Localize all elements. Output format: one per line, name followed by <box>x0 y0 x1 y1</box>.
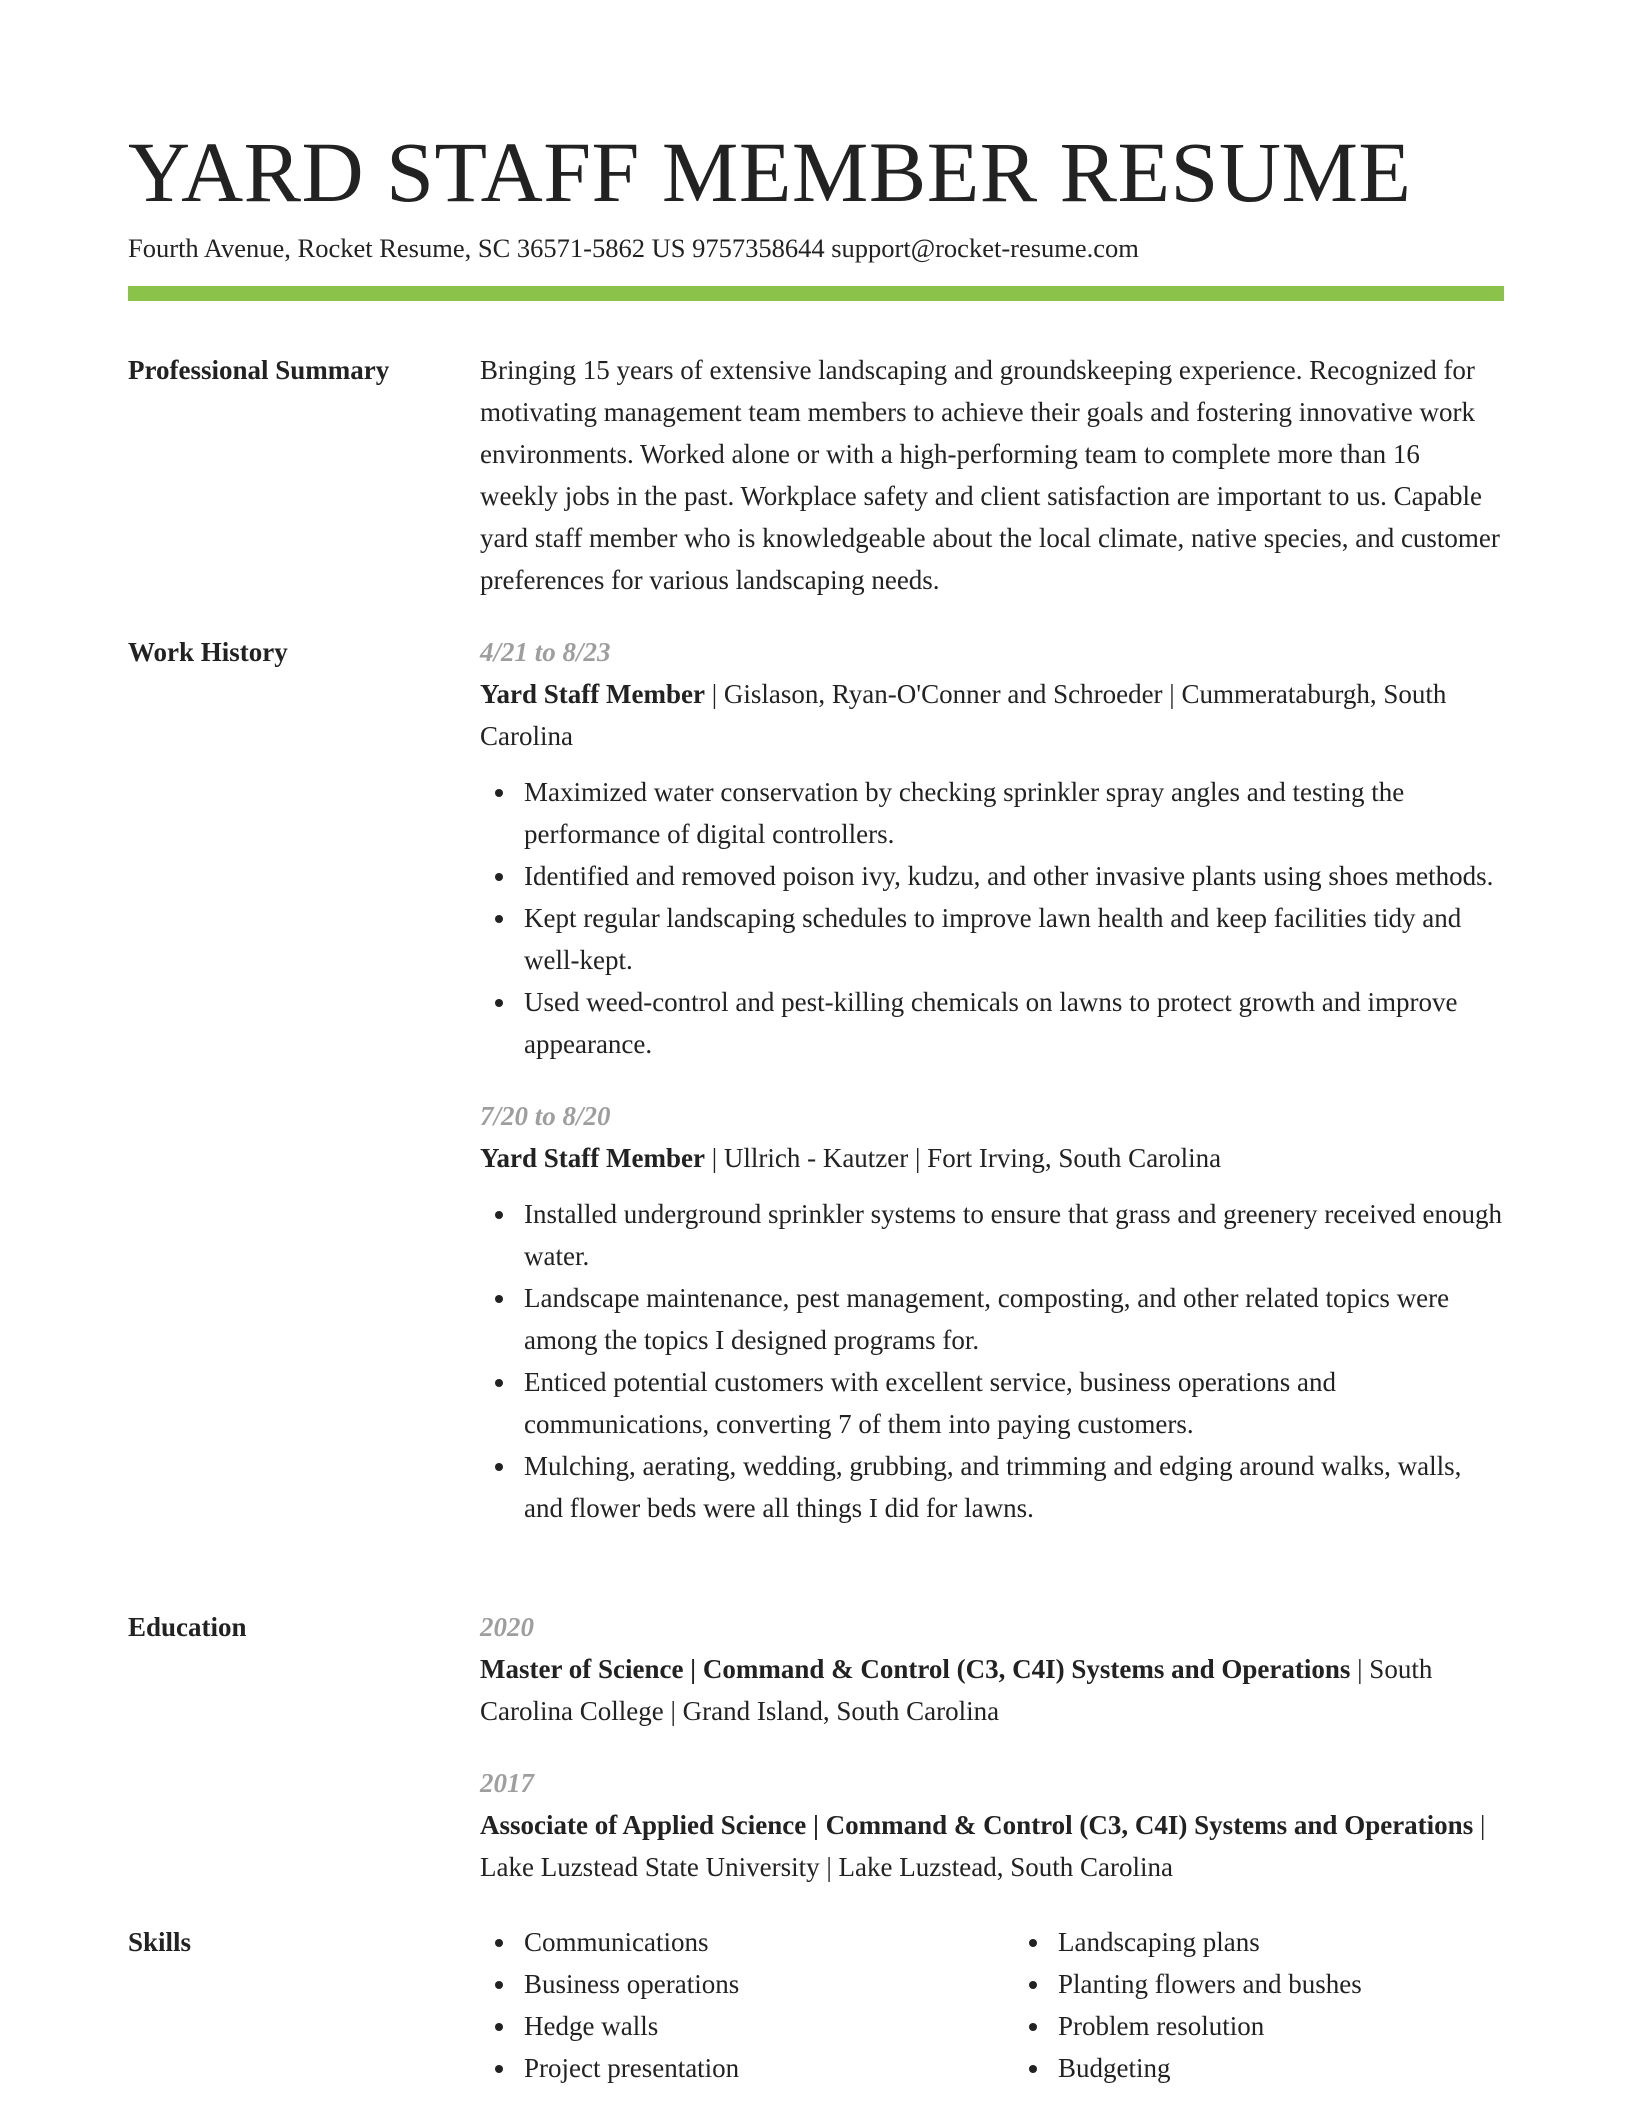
resume-title: YARD STAFF MEMBER RESUME <box>128 124 1412 220</box>
skills-body <box>480 1921 1504 2089</box>
job-title: Yard Staff Member <box>480 679 705 709</box>
job-bullets <box>480 771 1504 1065</box>
list-item: Used weed-control and pest-killing chemicals on lawns to protect growth and improve appearance. <box>524 981 1504 1065</box>
skills-list-left <box>480 1921 970 2089</box>
education-body <box>480 1606 1504 1888</box>
contact-line: Fourth Avenue, Rocket Resume, SC 36571-5862 US 9757358644 support@rocket-resume.com <box>128 233 1139 263</box>
list-item: Enticed potential customers with excellent service, business operations and communications, converting 7 of them into paying customers. <box>524 1361 1504 1445</box>
list-item: Business operations <box>524 1963 970 2005</box>
job-entry <box>480 631 1504 1065</box>
job-details: | Ullrich - Kautzer | Fort Irving, South Carolina <box>704 1143 1222 1173</box>
list-item: Landscaping plans <box>1058 1921 1504 1963</box>
education-entry <box>480 1606 1504 1732</box>
list-item: Budgeting <box>1058 2047 1504 2089</box>
list-item: Project presentation <box>524 2047 970 2089</box>
list-item: Planting flowers and bushes <box>1058 1963 1504 2005</box>
job-details: | Gislason, Ryan-O'Conner and Schroeder | Cummerataburgh, South Carolina <box>480 679 1447 751</box>
section-heading: Professional Summary <box>128 355 390 385</box>
job-dates: 4/21 to 8/23 <box>480 637 611 667</box>
summary-body <box>480 349 1504 601</box>
education-year: 2020 <box>480 1612 534 1642</box>
list-item: Kept regular landscaping schedules to improve lawn health and keep facilities tidy and well-kept. <box>524 897 1504 981</box>
section-heading: Skills <box>128 1927 192 1957</box>
list-item: Identified and removed poison ivy, kudzu, and other invasive plants using shoes methods. <box>524 855 1504 897</box>
list-item: Maximized water conservation by checking sprinkler spray angles and testing the performance of digital controllers. <box>524 771 1504 855</box>
job-dates: 7/20 to 8/20 <box>480 1101 611 1131</box>
job-bullets <box>480 1193 1504 1529</box>
work-history-body <box>480 631 1504 1529</box>
list-item: Installed underground sprinkler systems to ensure that grass and greenery received enough water. <box>524 1193 1504 1277</box>
education-heading <box>480 1648 1504 1732</box>
degree-name: Associate of Applied Science | Command & Control (C3, C4I) Systems and Operations <box>480 1810 1474 1840</box>
school-details: | South Carolina College | Grand Island, South Carolina <box>480 1654 1433 1726</box>
section-heading: Education <box>128 1612 247 1642</box>
job-entry <box>480 1095 1504 1529</box>
list-item: Mulching, aerating, wedding, grubbing, and trimming and edging around walks, walls, and flower beds were all things I did for lawns. <box>524 1445 1504 1529</box>
skills-list-right <box>1014 1921 1504 2089</box>
header-divider <box>128 286 1504 301</box>
education-entry <box>480 1762 1504 1888</box>
job-heading <box>480 1137 1504 1179</box>
education-year: 2017 <box>480 1768 534 1798</box>
education-heading <box>480 1804 1504 1888</box>
degree-name: Master of Science | Command & Control (C3, C4I) Systems and Operations <box>480 1654 1351 1684</box>
list-item: Communications <box>524 1921 970 1963</box>
school-details: | Lake Luzstead State University | Lake Luzstead, South Carolina <box>480 1810 1486 1882</box>
skills-columns <box>480 1921 1504 2089</box>
list-item: Hedge walls <box>524 2005 970 2047</box>
section-heading: Work History <box>128 637 288 667</box>
list-item: Landscape maintenance, pest management, composting, and other related topics were among the topics I designed programs for. <box>524 1277 1504 1361</box>
summary-text: Bringing 15 years of extensive landscaping and groundskeeping experience. Recognized for motivating management team members to achieve their goals and fostering innovative work environments. Worked alone or with a high-performing team to complete more than 16 weekly jobs in the past. Workplace safety and client satisfaction are important to us. Capable yard staff member who is knowledgeable about the local climate, native species, and customer preferences for various landscaping needs. <box>480 355 1500 595</box>
job-heading <box>480 673 1504 757</box>
job-title: Yard Staff Member <box>480 1143 705 1173</box>
list-item: Problem resolution <box>1058 2005 1504 2047</box>
